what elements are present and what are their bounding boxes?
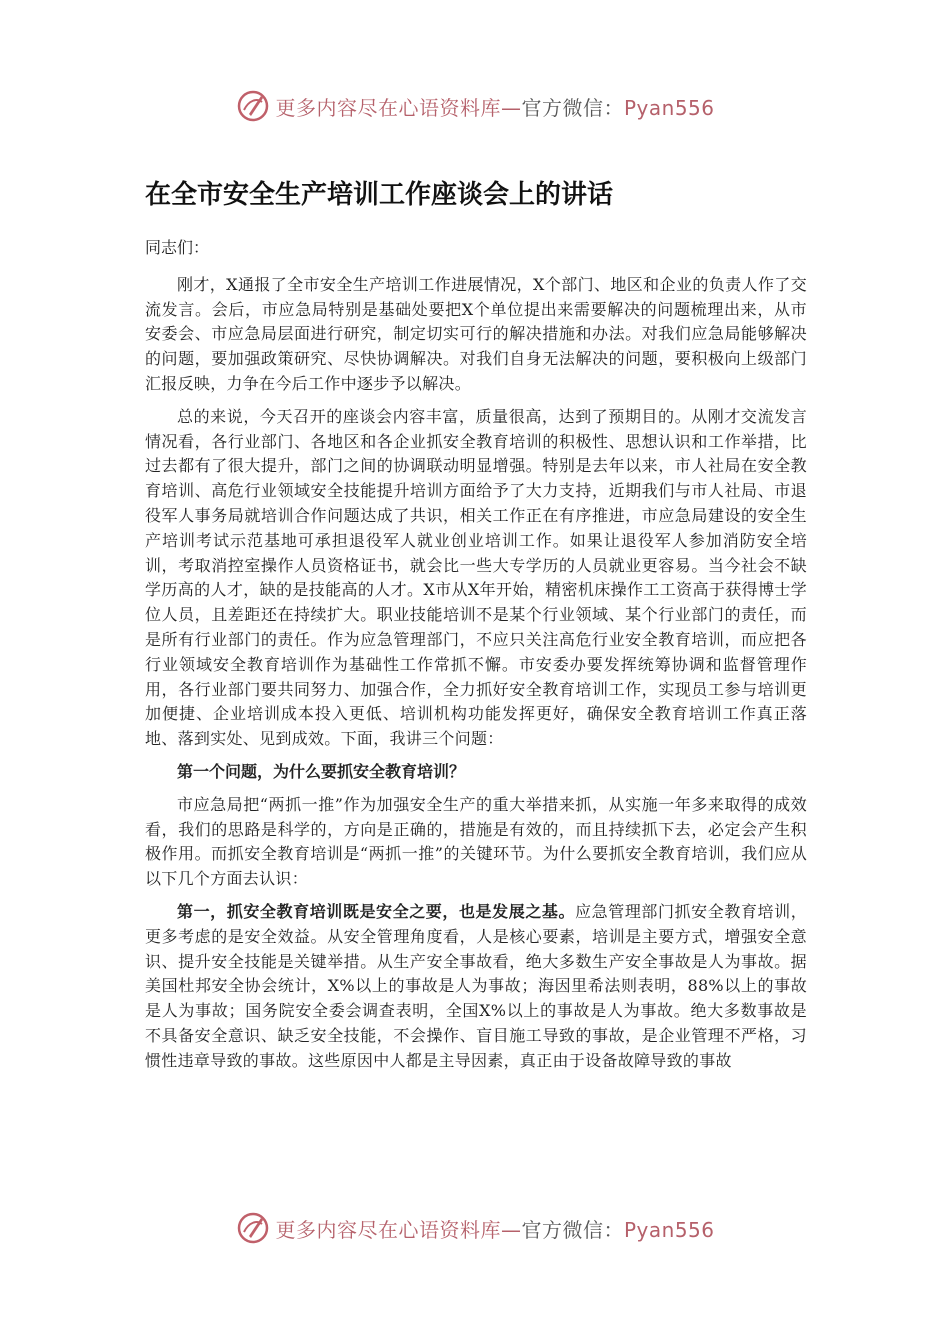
point-1-lead: 第一，抓安全教育培训既是安全之要，也是发展之基。 <box>177 901 576 921</box>
watermark-banner-bottom <box>0 1208 950 1248</box>
document-body <box>145 176 807 1082</box>
watermark-main: 更多内容尽在心语资料库 <box>275 95 501 120</box>
watermark-dash: — <box>500 95 522 120</box>
watermark-id: Pyan556 <box>623 95 715 120</box>
watermark-text <box>275 1214 714 1243</box>
paragraph-1: 刚才，X通报了全市安全生产培训工作进展情况，X个部门、地区和企业的负责人作了交流发言。会后，市应急局特别是基础处要把X个单位提出来需要解决的问题梳理出来，从市安委会、市应急局层面进行研究，制定切实可行的解决措施和办法。对我们应急局能够解决的问题，要加强政策研究、尽快协调解决。对我们自身无法解决的问题，要积极向上级部门汇报反映，力争在今后工作中逐步予以解决。 <box>145 274 807 393</box>
watermark-banner-top <box>0 86 950 126</box>
greeting: 同志们： <box>145 238 210 257</box>
document-title: 在全市安全生产培训工作座谈会上的讲话 <box>145 180 614 210</box>
watermark-main: 更多内容尽在心语资料库 <box>275 1217 501 1242</box>
section-heading-1: 第一个问题，为什么要抓安全教育培训？ <box>177 761 466 781</box>
point-1-body: 应急管理部门抓安全教育培训，更多考虑的是安全效益。从安全管理角度看，人是核心要素，培训是主要方式，增强安全意识、提升安全技能是关键举措。从生产安全事故看，绝大多数生产安全事故是人为事故。据美国杜邦安全协会统计，X%以上的事故是人为事故；海因里希法则表明，88%以上的事故是人为事故；国务院安全委会调查表明，全国X%以上的事故是人为事故。绝大多数事故是不具备安全意识、缺乏安全技能，不会操作、盲目施工导致的事故，是企业管理不严格，习惯性违章导致的事故。这些原因中人都是主导因素，真正由于设备故障导致的事故 <box>145 901 808 1070</box>
watermark-sub: 官方微信： <box>521 1217 624 1242</box>
pen-swirl-logo-icon <box>235 1210 271 1246</box>
watermark-text <box>275 92 714 121</box>
watermark-id: Pyan556 <box>623 1217 715 1242</box>
watermark-sub: 官方微信： <box>521 95 624 120</box>
paragraph-2: 总的来说，今天召开的座谈会内容丰富，质量很高，达到了预期目的。从刚才交流发言情况看，各行业部门、各地区和各企业抓安全教育培训的积极性、思想认识和工作举措，比过去都有了很大提升，部门之间的协调联动明显增强。特别是去年以来，市人社局在安全教育培训、高危行业领域安全技能提升培训方面给予了大力支持，近期我们与市人社局、市退役军人事务局就培训合作问题达成了共识，相关工作正在有序推进，市应急局建设的安全生产培训考试示范基地可承担退役军人就业创业培训工作。如果让退役军人参加消防安全培训，考取消控室操作人员资格证书，就会比一些大专学历的人员就业更容易。当今社会不缺学历高的人才，缺的是技能高的人才。X市从X年开始，精密机床操作工工资高于获得博士学位人员，且差距还在持续扩大。职业技能培训不是某个行业领域、某个行业部门的责任，而是所有行业部门的责任。作为应急管理部门，不应只关注高危行业安全教育培训，而应把各行业领域安全教育培训作为基础性工作常抓不懈。市安委办要发挥统筹协调和监督管理作用，各行业部门要共同努力、加强合作，全力抓好安全教育培训工作，实现员工参与培训更加便捷、企业培训成本投入更低、培训机构功能发挥更好，确保安全教育培训工作真正落地、落到实处、见到成效。下面，我讲三个问题： <box>145 406 807 749</box>
paragraph-3: 市应急局把“两抓一推”作为加强安全生产的重大举措来抓，从实施一年多来取得的成效看，我们的思路是科学的，方向是正确的，措施是有效的，而且持续抓下去，必定会产生积极作用。而抓安全教育培训是“两抓一推”的关键环节。为什么要抓安全教育培训，我们应从以下几个方面去认识： <box>145 794 807 889</box>
pen-swirl-logo-icon <box>235 88 271 124</box>
watermark-dash: — <box>500 1217 522 1242</box>
paragraph-4 <box>145 900 807 1074</box>
